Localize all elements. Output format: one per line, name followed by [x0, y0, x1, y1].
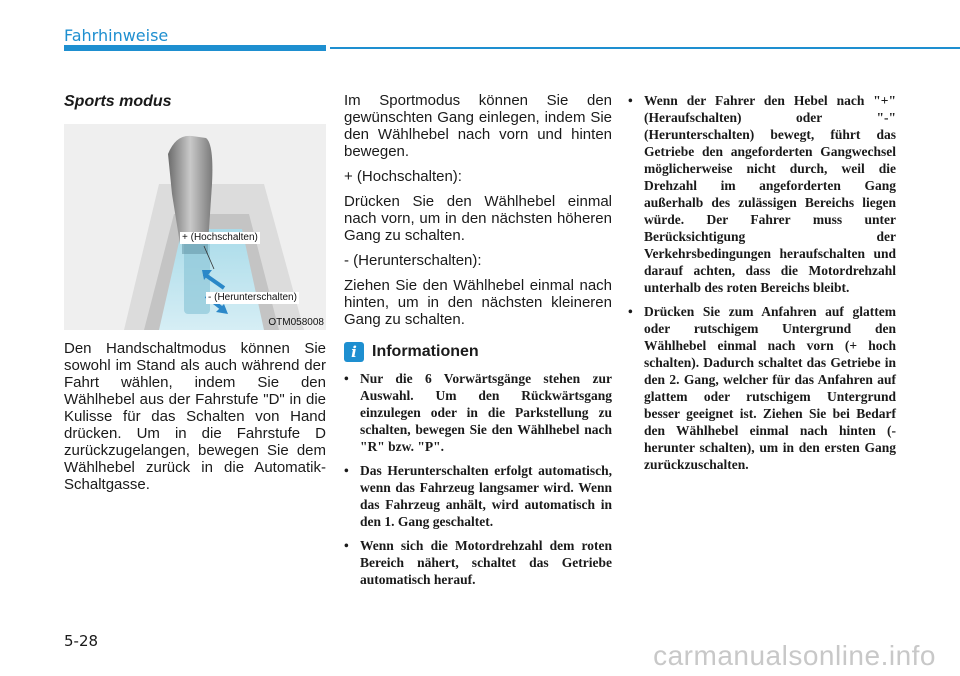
- list-item: • Drücken Sie zum Anfahren auf glattem oder rutschigem Untergrund den Wählhebel einmal nach vorn (+ hoch schalten). Dadurch schaltet das Getriebe in den 2. Gang, welcher für das Anfahren auf glattem oder rutschigem Untergrund besser geeignet ist. Ziehen Sie bei Bedarf den Wählhebel einmal nach hinten (- herunter schalten), um in den ersten Gang zurückzuschalten.: [628, 303, 896, 473]
- info-title: Informationen: [372, 343, 479, 360]
- column-middle: [344, 92, 612, 595]
- page-number: 5-28: [64, 632, 99, 650]
- list-item: • Das Herunterschalten erfolgt automatisch, wenn das Fahrzeug langsamer wird. Wenn das Fahrzeug anhält, wird automatisch in den 1. Gang geschaltet.: [344, 462, 612, 530]
- callout-downshift: - (Herunterschalten): [208, 292, 297, 303]
- list-item: • Wenn der Fahrer den Hebel nach "+" (Heraufschalten) oder "-" (Herunterschalten) bewegt, führt das Getriebe den angeforderten Gangwechsel möglicherweise nicht durch, weil die Drehzahl im angeforderten Gang außerhalb des zulässigen Bereichs liegen würde. Der Fahrer muss unter Berücksichtigung der Verkehrsbedingungen heraufschalten und darauf achten, dass die Motordrehzahl unterhalb des roten Bereichs bleibt.: [628, 92, 896, 296]
- list-item: • Wenn sich die Motordrehzahl dem roten Bereich nähert, schaltet das Getriebe automatisch herauf.: [344, 537, 612, 588]
- column-left: [64, 92, 326, 501]
- section-header-title: Fahrhinweise: [64, 26, 169, 45]
- list-item: • Nur die 6 Vorwärtsgänge stehen zur Auswahl. Um den Rückwärtsgang einzulegen oder in die Parkstellung zu schalten, bewegen Sie den Wählhebel nach "R" bzw. "P".: [344, 370, 612, 455]
- sport-mode-paragraph: Im Sportmodus können Sie den gewünschten Gang einlegen, indem Sie den Wählhebel nach vorn und hinten bewegen.: [344, 92, 612, 160]
- gear-lever-figure: [64, 124, 326, 330]
- downshift-paragraph: Ziehen Sie den Wählhebel einmal nach hinten, um in den nächsten kleineren Gang zu schalten.: [344, 277, 612, 328]
- figure-code: OTM058008: [268, 317, 324, 328]
- section-title: Sports modus: [64, 93, 172, 110]
- manual-mode-paragraph: Den Handschaltmodus können Sie sowohl im Stand als auch während der Fahrt wählen, indem Sie den Wählhebel aus der Fahrstufe "D" in die Kulisse für das Schalten von Hand drücken. Um in die Fahrstufe D zurückzugelangen, bewegen Sie dem Wählhebel zurück in die Automatik-Schaltgasse.: [64, 340, 326, 493]
- info-header: [344, 342, 612, 362]
- header-rule-thick: [64, 45, 326, 51]
- upshift-heading: + (Hochschalten):: [344, 168, 462, 185]
- callout-upshift: + (Hochschalten): [182, 232, 258, 243]
- header-rule-thin: [330, 47, 960, 49]
- info-list: [344, 370, 612, 588]
- info-icon: i: [344, 342, 364, 362]
- info-list-continued: [628, 92, 896, 473]
- column-right: [628, 92, 896, 480]
- upshift-paragraph: Drücken Sie den Wählhebel einmal nach vorn, um in den nächsten höheren Gang zu schalten.: [344, 193, 612, 244]
- downshift-heading: - (Herunterschalten):: [344, 252, 482, 269]
- watermark: carmanualsonline.info: [653, 640, 936, 671]
